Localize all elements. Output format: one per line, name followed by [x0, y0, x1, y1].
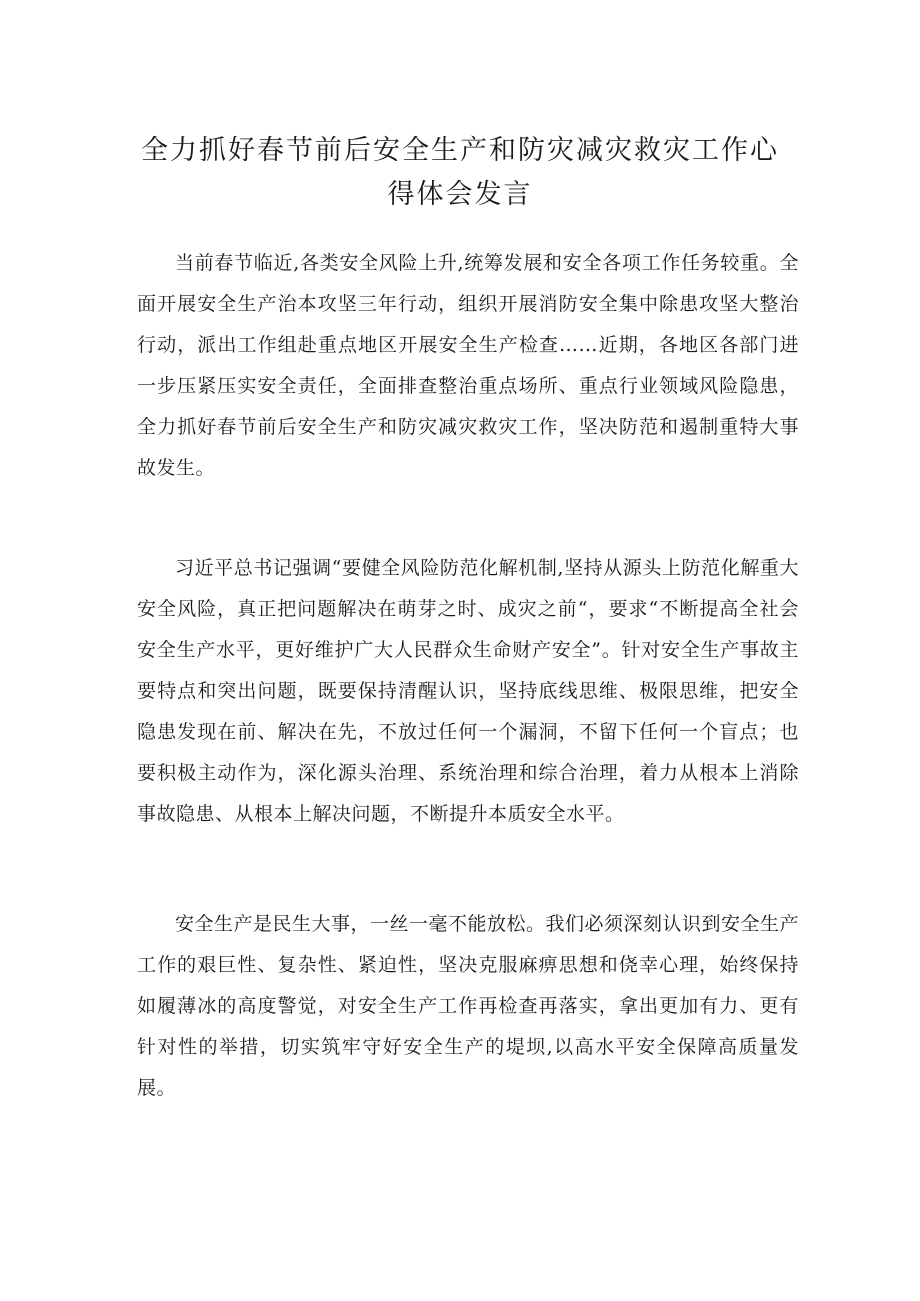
title-line-1: 全力抓好春节前后安全生产和防灾减灾救灾工作心	[141, 135, 779, 166]
paragraph-3: 安全生产是民生大事，一丝一毫不能放松。我们必须深刻认识到安全生产工作的艰巨性、复杂性、紧迫性，坚决克服麻痹思想和侥幸心理，始终保持如履薄冰的高度警觉，对安全生产工作再检查再落实，拿出更加有力、更有针对性的举措，切实筑牢守好安全生产的堤坝,以高水平安全保障高质量发展。	[137, 913, 800, 1099]
document-title	[130, 129, 790, 217]
paragraph-1: 当前春节临近,各类安全风险上升,统筹发展和安全各项工作任务较重。全面开展安全生产治本攻坚三年行动，组织开展消防安全集中除患攻坚大整治行动，派出工作组赴重点地区开展安全生产检查……近期，各地区各部门进一步压紧压实安全责任，全面排查整治重点场所、重点行业领域风险隐患，全力抓好春节前后安全生产和防灾减灾救灾工作，坚决防范和遏制重特大事故发生。	[137, 252, 799, 479]
paragraph-2: 习近平总书记强调“要健全风险防范化解机制,坚持从源头上防范化解重大安全风险，真正把问题解决在萌芽之时、成灾之前“，要求“不断提高全社会安全生产水平，更好维护广大人民群众生命财产安全”。针对安全生产事故主要特点和突出问题，既要保持清醒认识，坚持底线思维、极限思维，把安全隐患发现在前、解决在先，不放过任何一个漏洞，不留下任何一个盲点；也要积极主动作为，深化源头治理、系统治理和综合治理，着力从根本上消除事故隐患、从根本上解决问题，不断提升本质安全水平。	[137, 557, 799, 825]
title-line-2: 得体会发言	[387, 179, 533, 210]
